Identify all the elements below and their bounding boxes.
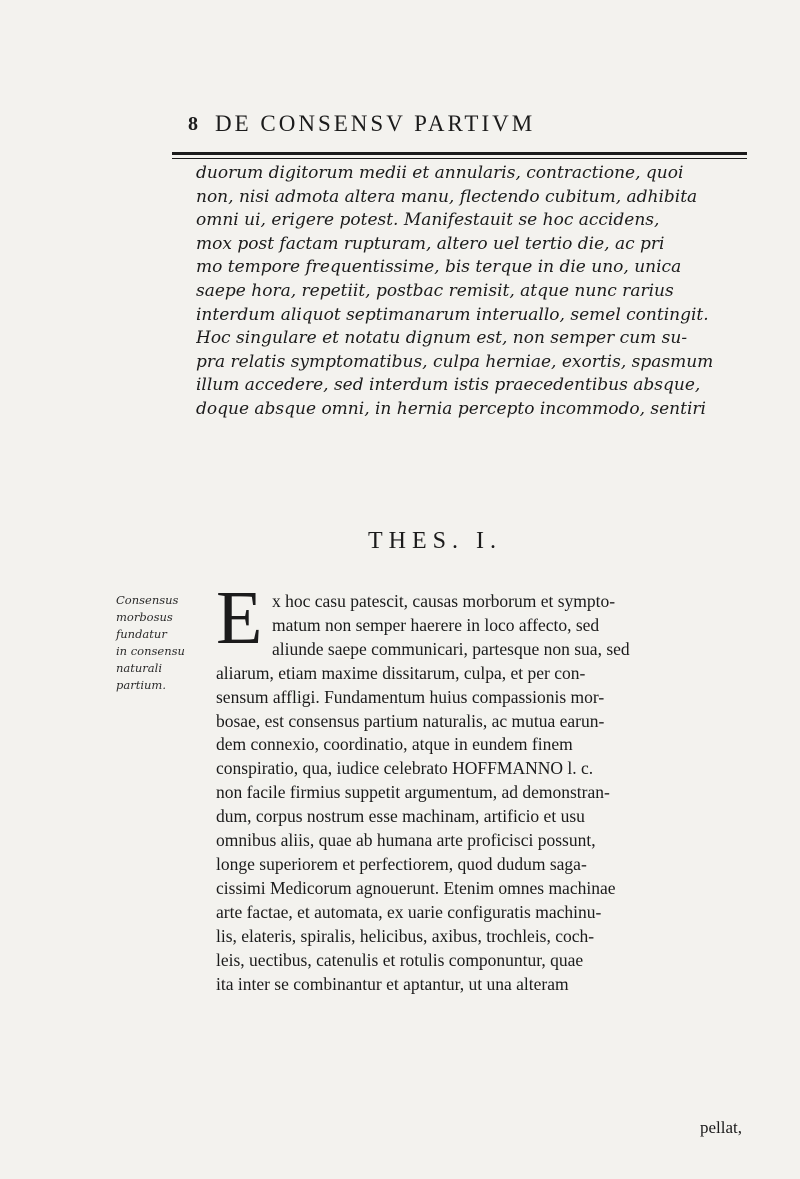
text-line: dem connexio, coordinatio, atque in eundem finem: [216, 734, 573, 755]
text-line: omni ui, erigere potest. Manifestauit se hoc accidens,: [196, 210, 660, 231]
header-rule-thick: [172, 152, 747, 155]
section-heading: THES. I.: [368, 528, 502, 554]
text-line: matum non semper haerere in loco affecto, sed: [272, 614, 600, 635]
margin-line: partium.: [116, 678, 166, 692]
text-line: interdum aliquot septimanarum interuallo, semel contingit.: [196, 304, 709, 325]
page-number: 8: [188, 112, 201, 135]
text-line: non, nisi admota altera manu, flectendo cubitum, adhibita: [196, 186, 698, 207]
text-line: longe superiorem et perfectiorem, quod dudum saga-: [216, 853, 587, 874]
text-line: x hoc casu patescit, causas morborum et sympto-: [272, 591, 616, 611]
text-line: sensum affligi. Fundamentum huius compassionis mor-: [216, 686, 605, 707]
text-line: mo tempore frequentissime, bis terque in die uno, unica: [196, 257, 682, 278]
margin-line: Consensus: [116, 593, 179, 607]
text-line: arte factae, et automata, ex uarie configuratis machinu-: [216, 901, 602, 922]
text-line: aliunde saepe communicari, partesque non sua, sed: [272, 638, 630, 659]
running-header: [188, 104, 748, 144]
text-line: illum accedere, sed interdum istis praecedentibus absque,: [196, 375, 701, 396]
running-title: DE CONSENSV PARTIVM: [215, 111, 536, 136]
margin-line: fundatur: [116, 627, 167, 641]
text-line: conspiratio, qua, iudice celebrato HOFFMANNO l. c.: [216, 758, 594, 779]
text-line: aliarum, etiam maxime dissitarum, culpa, et per con-: [216, 662, 586, 683]
text-line: duorum digitorum medii et annularis, contractione, quoi: [196, 163, 684, 183]
text-line: lis, elateris, spiralis, helicibus, axibus, trochleis, coch-: [216, 925, 595, 946]
intro-italic-text: [196, 162, 758, 422]
text-line: pra relatis symptomatibus, culpa herniae, exortis, spasmum: [196, 351, 714, 372]
text-line: bosae, est consensus partium naturalis, ac mutua earun-: [216, 710, 605, 731]
text-line: dum, corpus nostrum esse machinam, artificio et usu: [216, 806, 585, 827]
text-line: omnibus aliis, quae ab humana arte proficisci possunt,: [216, 830, 596, 851]
margin-line: in consensu: [116, 644, 185, 658]
header-rule-thin: [172, 158, 747, 159]
margin-line: naturali: [116, 661, 162, 675]
text-line: Hoc singulare et notatu dignum est, non semper cum su-: [196, 328, 688, 349]
catchword: pellat,: [700, 1118, 743, 1137]
text-line: ita inter se combinantur et aptantur, ut una alteram: [216, 973, 569, 994]
body-text: [216, 590, 764, 996]
drop-cap: E: [216, 576, 263, 660]
margin-note: [116, 592, 206, 694]
text-line: cissimi Medicorum agnouerunt. Etenim omnes machinae: [216, 877, 616, 898]
text-line: mox post factam rupturam, altero uel tertio die, ac pri: [196, 233, 665, 254]
text-line: doque absque omni, in hernia percepto incommodo, sentiri: [196, 398, 706, 419]
text-line: saepe hora, repetiit, postbac remisit, atque nunc rarius: [196, 280, 674, 301]
text-line: non facile firmius suppetit argumentum, ad demonstran-: [216, 782, 610, 803]
text-line: leis, uectibus, catenulis et rotulis componuntur, quae: [216, 949, 584, 970]
margin-line: morbosus: [116, 610, 173, 624]
